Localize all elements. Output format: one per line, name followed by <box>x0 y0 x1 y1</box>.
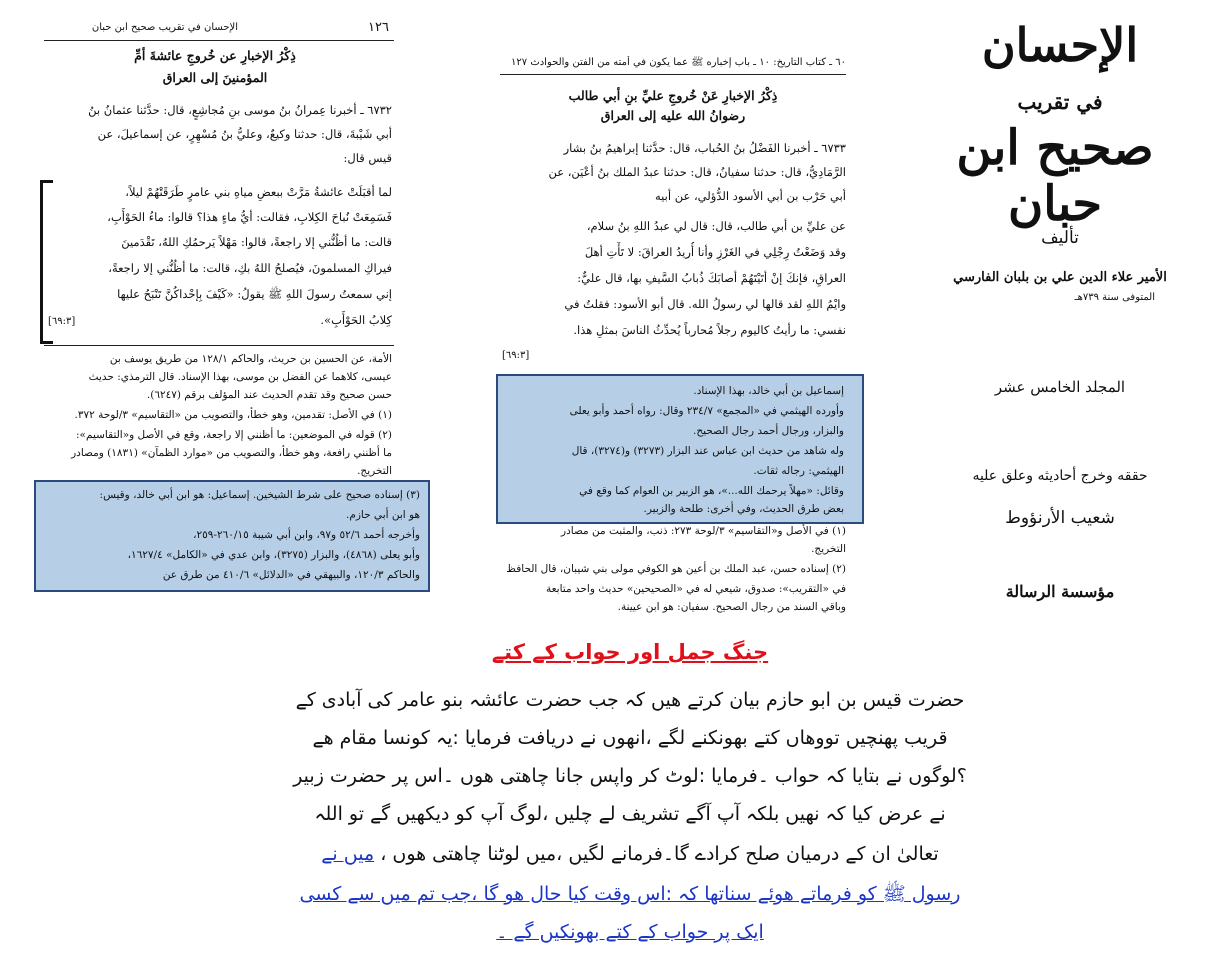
middle-footnote-line: في «التقريب»: صدوق، شيعي له في «الصحيحين» حديث واحد متابعة <box>545 583 846 595</box>
urdu-link-text[interactable]: میں نے <box>321 843 375 865</box>
cover-volume: المجلد الخامس عشر <box>994 378 1126 396</box>
middle-footnote-line: (٢) إسناده حسن، عبد الملك بن أعين هو الكوفي مولى بني شيبان، قال الحافظ <box>506 563 846 575</box>
left-footnote-line: الأمة، عن الحسين بن حريث، والحاكم ١٢٨/١ من طريق يوسف بن <box>109 353 392 365</box>
cover-publisher: مؤسسة الرسالة <box>1005 582 1115 601</box>
urdu-paragraph-text: تعالیٰ ان کے درمیان صلح کرادے گا۔فرمانے لگیں ،میں لوٹنا چاھتی ھوں ، <box>380 843 939 865</box>
cover-authorship-label: تأليف <box>1041 228 1079 248</box>
urdu-paragraph-line: نے عرض کیا کہ نھیں بلکہ آپ آگے تشریف لے چلیں ،لوگ آپ کو دیکھیں گے تو اللہ <box>314 803 946 825</box>
middle-box-line: وقائل: «مهلاً يرحمك الله...»، هو الزبير بن العوام كما وقع في <box>579 485 844 497</box>
middle-hadith-line: عن عليِّ بن أبي طالب، قال: قال لي عبدُ اللهِ بنُ سلام، <box>586 219 846 233</box>
cover-verifier: شعيب الأرنؤوط <box>1005 508 1115 528</box>
cover-title-connector: في تقريب <box>1017 90 1103 114</box>
middle-isnad-line: أبي حَرْب بن أبي الأسود الدُّؤلي، عن أبيه <box>655 189 846 203</box>
middle-hadith-line: وايْمُ اللهِ لقد قالها لي رسولُ الله. قال أبو الأسود: فقلتُ في <box>564 297 846 311</box>
middle-hadith-line: العراقِ، فإنكَ إنْ أتَيْتَهُمْ أصابَكَ ذُبابُ السَّيفِ بها، قال عليٌّ: <box>577 271 846 285</box>
left-box-line: هو ابن أبي حازم. <box>346 509 420 521</box>
left-footnote-line: التخريج. <box>357 465 392 477</box>
left-hadith-line: قالت: ما أظُنُّني إلا راجعةً، قالوا: مَهْلاً يَرحمُكِ اللهُ، تَقْدَمينَ <box>121 235 392 249</box>
middle-chapter-subtitle: رضوانُ الله عليه إلى العراق <box>600 108 746 123</box>
cover-author-name: الأمير علاء الدين علي بن بلبان الفارسي <box>953 270 1167 285</box>
urdu-headline: جنگ جمل اور حواب کے کتے <box>491 640 769 664</box>
left-chapter-subtitle: المؤمنينَ إلى العراق <box>162 70 268 85</box>
left-footnote-line: عيسى، كلاهما عن الفضل بن موسى، بهذا الإسناد. قال الترمذي: حديث <box>88 371 392 383</box>
left-box-line: وأبو يعلى (٤٨٦٨)، والبزار (٣٢٧٥)، وابن عدي في «الكامل» ١٦٢٧/٤، <box>127 549 420 561</box>
middle-isnad-line: الرَّمَادِيُّ، قال: حدثنا سفيانُ، قال: حدثنا عبدُ الملك بنُ أعْيَن، عن <box>548 165 846 179</box>
urdu-link-line[interactable]: رسول ﷺ کو فرماتے ھوئے سناتھا کہ :اس وقت کیا حال ھو گا ،جب تم میں سے کسی <box>299 883 961 905</box>
cover-title: الإحسان <box>981 18 1139 72</box>
left-hadith-line: فيراكِ المسلمونَ، فيُصلحُ اللهُ بكِ، قالت: ما أظُنُّني إلا راجعةً، <box>108 261 392 275</box>
left-hadith-line: لما أقبَلَتْ عائشةُ مَرَّتْ ببعضِ مياهِ بني عامرٍ طَرَقَتْهُمْ ليلاً، <box>125 185 392 199</box>
middle-box-line: إسماعيل بن أبي خالد، بهذا الإسناد. <box>693 385 844 397</box>
left-footnote-line: (١) في الأصل: تقدمين، وهو خطأ، والتصويب من «التقاسيم» ٣/لوحة ٣٧٢. <box>74 409 392 421</box>
urdu-paragraph-line: قریب پھنچیں تووھاں کتے بھونکنے لگے ،انھوں نے دریافت فرمایا :یہ کونسا مقام ھے <box>312 727 948 749</box>
left-footnote-line: ما أظنني رافعة، وهو خطأ، والتصويب من «موارد الظمآن» (١٨٣١) ومصادر <box>71 447 392 459</box>
left-footnote-line: حسن صحيح وقد تقدم الحديث عند المؤلف برقم (٦٢٤٧). <box>146 389 392 401</box>
middle-footnote-line: (١) في الأصل و«التقاسيم» ٣/لوحة ٢٧٣: ذنب، والمثبت من مصادر <box>561 525 846 537</box>
middle-box-line: بعض طرق الحديث، وفي أخرى: طلحة والزبير. <box>643 503 844 515</box>
middle-box-line: والبزار، ورجال أحمد رجال الصحيح. <box>693 425 844 437</box>
middle-box-line: وأورده الهيثمي في «المجمع» ٢٣٤/٧ وقال: رواه أحمد وأبو يعلى <box>569 405 844 417</box>
middle-chapter-title: ذِكْرُ الإخبارِ عَنْ خُروجِ عليِّ بنِ أبي طالب <box>568 88 778 103</box>
middle-box-line: الهيثمي: رجاله ثقات. <box>753 465 844 477</box>
left-hadith-line: كِلابُ الحَوْأَبِ». <box>320 313 392 327</box>
cover-title-main: صحيح ابن حبان <box>956 120 1154 232</box>
left-footnote-rule <box>44 345 394 346</box>
urdu-paragraph-line <box>230 836 1030 873</box>
left-hadith-ref: [٦٩:٣] <box>48 316 76 327</box>
left-header-rule <box>44 40 394 41</box>
middle-box-line: وله شاهد من حديث ابن عباس عند البزار (٣٢٧٣) و(٣٢٧٤)، قال <box>571 445 844 457</box>
left-highlight-box <box>34 480 430 592</box>
left-box-line: (٣) إسناده صحيح على شرط الشيخين. إسماعيل: هو ابن أبي خالد، وقيس: <box>99 489 420 501</box>
urdu-paragraph-line: حضرت قیس بن ابو حازم بیان کرتے ھیں کہ جب حضرت عائشہ بنو عامر کی آبادی کے <box>295 689 965 711</box>
left-page-number: ١٢٦ <box>368 20 389 35</box>
middle-hadith-line: وقد وَضَعْتُ رِجْلِي في الغَرْزِ وأنا أُريدُ العراقَ: لا تَأْتِ أهلَ <box>584 245 846 259</box>
middle-isnad-line: ٦٧٣٣ ـ أخبرنا الفَضْلُ بنُ الحُباب، قال: حدَّثنا إبراهيمُ بنُ بشار <box>563 141 846 155</box>
middle-footnote-line: التخريج. <box>811 543 846 555</box>
left-running-head: الإحسان في تقريب صحيح ابن حبان <box>91 22 238 33</box>
left-hadith-line: إني سمعتُ رسولَ اللهِ ﷺ يقولُ: «كَيْفَ بِإحْداكُنَّ تَنْبَحُ عليها <box>117 287 392 301</box>
urdu-paragraph-line: ؟لوگوں نے بتایا کہ حواب ۔فرمایا :لوٹ کر واپس جانا چاھتی ھوں ۔اس پر حضرت زبیر <box>293 765 967 787</box>
left-isnad-line: أبي شَيْبةَ، قال: حدثنا وكيعٌ، وعليُّ بنُ مُسْهِرٍ، عن إسماعيلَ، عن <box>97 127 392 141</box>
left-footnote-line: (٢) قوله في الموضعين: ما أظنني إلا راجعة، وقع في الأصل و«التقاسيم»: <box>76 429 392 441</box>
cover-author-death: المتوفى سنة ٧٣٩هـ <box>1074 292 1155 303</box>
urdu-link-line[interactable]: ایک پر حواب کے کتے بھونکیں گے ۔ <box>496 921 764 943</box>
middle-hadith-ref: [٦٩:٣] <box>502 350 530 361</box>
middle-header-rule <box>500 74 846 75</box>
middle-footnote-line: وباقي السند من رجال الصحيح. سفيان: هو ابن عيينة. <box>617 601 846 613</box>
left-hadith-line: فَسَمِعَتْ نُباحَ الكِلابِ، فقالت: أيُّ ماءٍ هذا؟ قالوا: ماءُ الحَوْأَبِ، <box>107 210 392 224</box>
middle-hadith-line: نفسي: ما رأيتُ كاليوم رجلاً مُحارباً يُحدِّثُ الناسَ بمثلِ هذا. <box>573 323 846 337</box>
middle-highlight-box <box>496 374 864 524</box>
left-isnad-line: ٦٧٣٢ ـ أخبرنا عِمرانُ بنُ موسى بنِ مُجاشِعٍ، قال: حدَّثنا عثمانُ بنُ <box>88 103 392 117</box>
middle-running-head: ٦٠ ـ كتاب التاريخ: ١٠ ـ باب إخباره ﷺ عما يكون في أمته من الفتن والحوادث ١٢٧ <box>511 57 846 68</box>
cover-verification: حققه وخرج أحاديثه وعلق عليه <box>972 468 1148 484</box>
left-isnad-line: قيس قال: <box>343 151 392 165</box>
left-box-line: وأخرجه أحمد ٥٢/٦ و٩٧، وابن أبي شيبة ٢٦٠/١٥-٢٥٩، <box>193 529 420 541</box>
left-chapter-title: ذِكْرُ الإخبارِ عن خُروجِ عائشةَ أمِّ <box>134 48 296 63</box>
left-box-line: والحاكم ١٢٠/٣، والبيهقي في «الدلائل» ٤١٠/٦ من طرق عن <box>162 569 420 581</box>
